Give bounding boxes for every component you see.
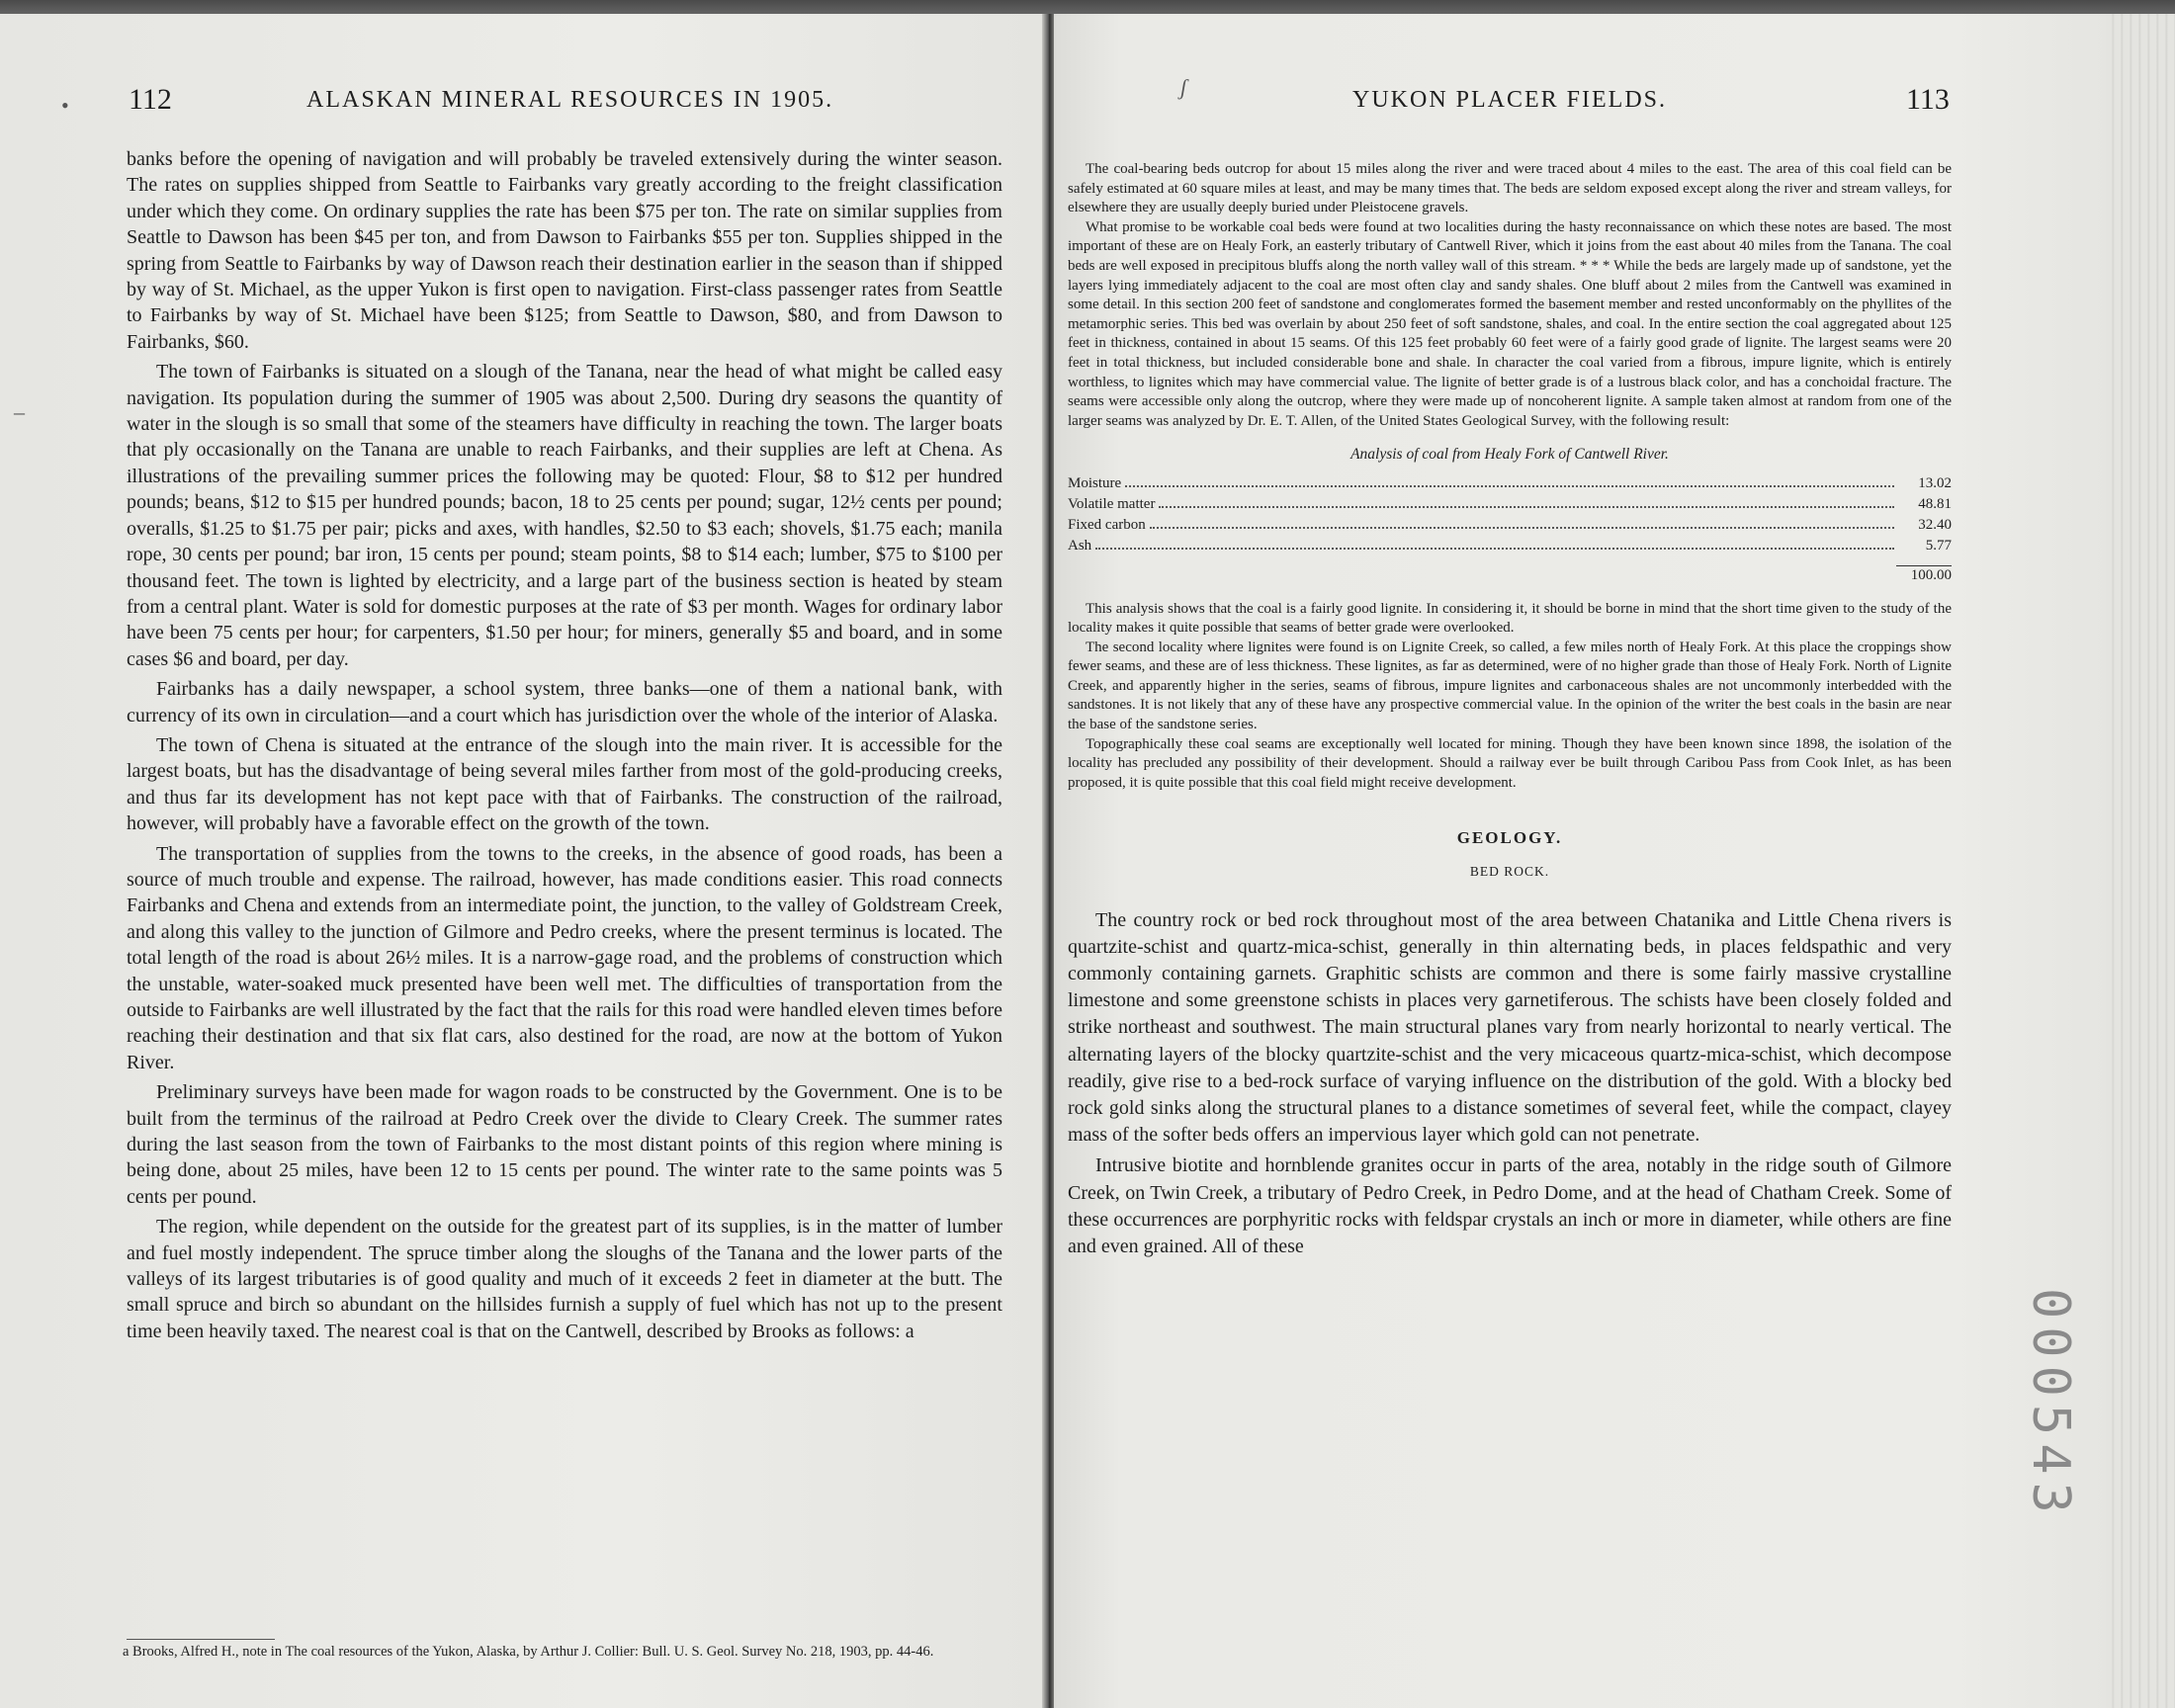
analysis-total: 100.00 (1910, 566, 1952, 583)
footnote-rule (127, 1639, 275, 1640)
paragraph: Preliminary surveys have been made for wagon roads to be constructed by the Government. One is to be built from the terminus of the railroad at Pedro Creek over the divide to Cleary Creek. The summer rates during the last season from the town of Fairbanks to the most distant points of this region where mining is being done, about 25 miles, have been 12 to 15 cents per pound. The winter rate to the same points was 5 cents per pound. (127, 1081, 1002, 1208)
paragraph: The transportation of supplies from the towns to the creeks, in the absence of good roads, has been a source of much trouble and expense. The railroad, however, has made conditions easier. This road connects Fairbanks and Chena and extends from an intermediate point, the junction, to the valley of Goldstream Creek, and along this valley to the junction of Gilmore and Pedro creeks, where the present terminus is located. The total length of the road is about 26½ miles. It is a narrow-gage road, and the problems of construction which the unstable, water-soaked muck presented have been well met. The difficulties of transportation from the outside to Fairbanks are well illustrated by the fact that the rails for this road were handled eleven times before reaching their destination and that six flat cars, also destined for the road, are now at the bottom of Yukon River. (127, 842, 1002, 1073)
left-page-number: 112 (129, 83, 172, 116)
right-page-number: 113 (1906, 83, 1950, 116)
subsection-heading: BED ROCK. (1469, 864, 1550, 880)
quoted-paragraph: The coal-bearing beds outcrop for about 15 miles along the river and were traced about 4 miles to the east. The area of this coal field can be safely estimated at 60 square miles at least, and may be many times that. The beds are seldom exposed except along the river and stream valleys, for elsewhere they are usually deeply buried under Pleistocene gravels. (1068, 161, 1952, 216)
margin-mark: – (14, 399, 25, 424)
analysis-value: 5.77 (1925, 537, 1952, 554)
left-running-head: ALASKAN MINERAL RESOURCES IN 1905. (306, 87, 834, 113)
analysis-table (1068, 474, 1952, 586)
paragraph: The region, while dependent on the outside for the greatest part of its supplies, is in the matter of lumber and fuel mostly independent. The spruce timber along the sloughs of the Tanana and the lower parts of the valleys of its largest tributaries is of good quality and much of it exceeds 2 feet in diameter at the butt. The small spruce and birch so abundant on the hillsides furnish a supply of fuel which has not up to the present time been heavily taxed. The nearest coal is that on the Cantwell, described by Brooks as follows: a (127, 1216, 1002, 1342)
leader-dots (1095, 548, 1894, 550)
paragraph: The town of Chena is situated at the entrance of the slough into the main river. It is accessible for the largest boats, but has the disadvantage of being several miles farther from most of the gold-producing creeks, and thus far its development has not kept pace with that of Fairbanks. The construction of the railroad, however, will probably have a favorable effect on the growth of the town. (127, 733, 1002, 835)
paragraph: Intrusive biotite and hornblende granites occur in parts of the area, notably in the ridge south of Gilmore Creek, on Twin Creek, a tributary of Pedro Creek, in Pedro Dome, and at the head of Chatham Creek. Some of these occurrences are porphyritic rocks with feldspar crystals an inch or more in diameter, while others are fine and even grained. All of these (1068, 1154, 1952, 1258)
right-running-head: YUKON PLACER FIELDS. (1352, 87, 1668, 113)
left-body-text (127, 146, 1002, 1348)
paragraph: Topographically these coal seams are exceptionally well located for mining. Though they have been known since 1898, the isolation of the locality has precluded any possibility of their development. Should a railway ever be built through Caribou Pass from Cook Inlet, as has been proposed, it is quite possible that this coal field might receive development. (1068, 735, 1952, 791)
paragraph: The town of Fairbanks is situated on a slough of the Tanana, near the head of what might be called easy navigation. Its population during the summer of 1905 was about 2,500. During dry seasons the quantity of water in the slough is so small that some of the steamers have difficulty in reaching the town. The larger boats that ply occasionally on the Tanana are unable to reach Fairbanks, and their supplies are left at Chena. As illustrations of the prevailing summer prices the following may be quoted: Flour, $8 to $12 per hundred pounds; beans, $12 to $15 per hundred pounds; bacon, 18 to 25 cents per pound; sugar, 12½ cents per pound; overalls, $1.25 to $1.75 per pair; picks and axes, with handles, $2.50 to $3 each; shovels, $1.75 each; manila rope, 30 cents per pound; bar iron, 15 cents per pound; steam points, $8 to $14 each; lumber, $75 to $100 per thousand feet. The town is lighted by electricity, and a large part of the business section is heated by steam from a central plant. Water is sold for domestic purposes at the rate of $3 per month. Wages for ordinary labor have been 75 cents per hour; for carpenters, $1.50 per hour; for miners, generally $5 and board, and in some cases $6 and board, per day. (127, 361, 1002, 670)
paragraph: The second locality where lignites were found is on Lignite Creek, so called, a few miles north of Healy Fork. At this place the croppings show fewer seams, and these are of less thickness. These lignites, as far as determined, were of no higher grade than those of Healy Fork. North of Lignite Creek, and apparently higher in the series, seams of fibrous, impure lignites and carbonaceous shales are not uncommonly interbedded with the sandstones. It is not likely that any of these have any prospective commercial value. In the opinion of the writer the best coals in the basin are near the base of the sandstone series. (1068, 639, 1952, 733)
analysis-value: 48.81 (1918, 495, 1952, 512)
paragraph: This analysis shows that the coal is a fairly good lignite. In considering it, it should be borne in mind that the short time given to the study of the locality makes it quite possible that seams of better grade were overlooked. (1068, 600, 1952, 637)
right-body-text (1068, 160, 1952, 1264)
analysis-row-volatile-matter (1068, 495, 1952, 516)
paragraph: The country rock or bed rock throughout most of the area between Chatanika and Little Chena rivers is quartzite-schist and quartz-mica-schist, generally in thin alternating beds, in places feldspathic and very commonly containing garnets. Graphitic schists are common and there is some fairly massive crystalline limestone and some greenstone schists in places very garnetiferous. The schists have been closely folded and strike northeast and southwest. The main structural planes vary from nearly horizontal to nearly vertical. The alternating layers of the blocky quartzite-schist and the very micaceous quartz-mica-schist, which decompose readily, give rise to a bed-rock surface of varying influence on the distribution of the gold. With a blocky bed rock gold sinks along the structural planes to a distance sometimes of several feet, while the compact, clayey mass of the softer beds offers an impervious layer which gold can not penetrate. (1068, 908, 1952, 1147)
page-edge-stack (2106, 14, 2175, 1708)
analysis-label: Moisture (1068, 474, 1122, 491)
analysis-value: 13.02 (1918, 474, 1952, 491)
scan-speck: • (61, 93, 69, 118)
section-heading: GEOLOGY. (1456, 828, 1563, 848)
leader-dots (1159, 506, 1894, 508)
paragraph: Fairbanks has a daily newspaper, a school system, three banks—one of them a national bank, with currency of its own in circulation—and a court which has jurisdiction over the whole of the interior of Alaska. (127, 678, 1002, 726)
analysis-value: 32.40 (1918, 516, 1952, 533)
quoted-paragraph: What promise to be workable coal beds were found at two localities during the hasty reconnaissance on which these notes are based. The most important of these are on Healy Fork, an easterly tributary of Cantwell River, which it joins from the east about 40 miles from the Tanana. The coal beds are well exposed in precipitous bluffs along the north valley wall of this stream. * * * While the beds are largely made up of sandstone, yet the layers lying immediately adjacent to the coal are most often clay and sandy shales. One bluff about 2 miles from the Cantwell was examined in some detail. In this section 200 feet of sandstone and conglomerates formed the basement member and rested unconformably on the phyllites of the metamorphic series. This bed was overlain by about 250 feet of soft sandstone, shales, and coal. In the entire section the coal aggregated about 125 feet in thickness, contained in about 15 seams. Of this 125 feet probably 60 feet were of a fairly good grade of lignite. The largest seams were 20 feet in total thickness, but included considerable bone and shale. In character the coal varied from a fibrous, impure lignite, which is entirely worthless, to lignites which may have commercial value. The lignite of better grade is of a lustrous black color, and has a conchoidal fracture. The seams were accessible only along the outcrop, where they were made up of noncoherent lignite. A sample taken almost at random from one of the larger seams was analyzed by Dr. E. T. Allen, of the United States Geological Survey, with the following result: (1068, 218, 1952, 429)
archive-stamp: 000543 (2021, 1288, 2080, 1521)
analysis-row-ash (1068, 537, 1952, 557)
analysis-label: Volatile matter (1068, 495, 1156, 512)
leader-dots (1125, 485, 1894, 487)
analysis-row-moisture (1068, 474, 1952, 495)
analysis-label: Fixed carbon (1068, 516, 1146, 533)
analysis-caption: Analysis of coal from Healy Fork of Cantwell River. (1350, 446, 1669, 464)
leader-dots (1150, 527, 1894, 529)
analysis-label: Ash (1068, 537, 1092, 554)
paragraph: banks before the opening of navigation and will probably be traveled extensively during the winter season. The rates on supplies shipped from Seattle to Fairbanks vary greatly according to the freight classification under which they come. On ordinary supplies the rate has been $75 per ton. The rate on similar supplies from Seattle to Dawson has been $45 per ton, and from Dawson to Fairbanks $55 per ton. Supplies shipped in the spring from Seattle to Fairbanks by way of Dawson reach their destination earlier in the season than if shipped by way of St. Michael, as the upper Yukon is first open to navigation. First-class passenger rates from Seattle to Fairbanks by way of St. Michael have been $125; from Seattle to Dawson, $80, and from Dawson to Fairbanks, $60. (127, 148, 1002, 353)
footnote: a Brooks, Alfred H., note in The coal resources of the Yukon, Alaska, by Arthur J. Collier: Bull. U. S. Geol. Survey No. 218, 1903, pp. 44-46. (123, 1644, 934, 1660)
pencil-mark: ʃ (1180, 75, 1187, 100)
analysis-row-fixed-carbon (1068, 516, 1952, 537)
